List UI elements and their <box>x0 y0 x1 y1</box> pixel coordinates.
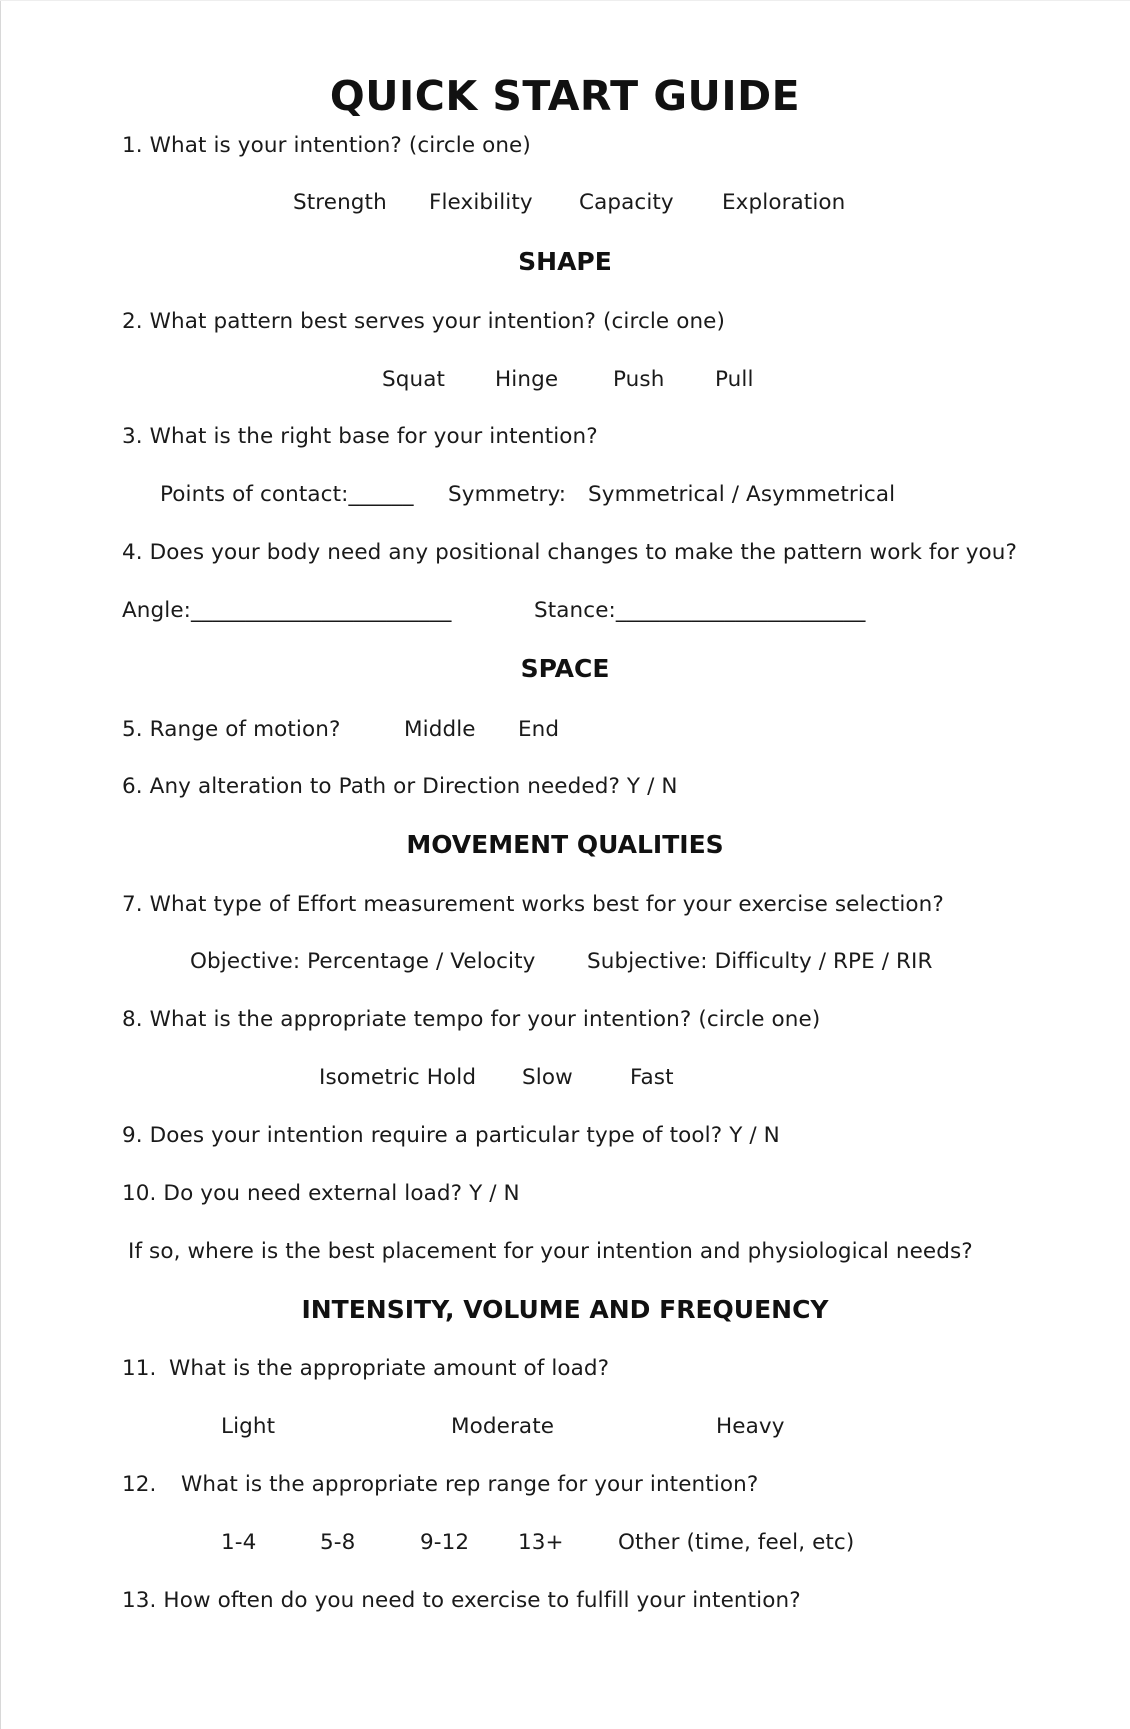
symmetry-options[interactable]: Symmetrical / Asymmetrical <box>588 482 896 507</box>
option-middle[interactable]: Middle <box>404 717 476 742</box>
question-10-followup: If so, where is the best placement for your intention and physiological needs? <box>128 1239 973 1264</box>
page-title: QUICK START GUIDE <box>329 72 801 120</box>
question-2: 2. What pattern best serves your intention? (circle one) <box>122 309 725 334</box>
option-slow[interactable]: Slow <box>522 1065 573 1090</box>
objective-options[interactable]: Objective: Percentage / Velocity <box>190 949 536 974</box>
option-pull[interactable]: Pull <box>715 367 754 392</box>
question-9[interactable]: 9. Does your intention require a particular type of tool? Y / N <box>122 1123 780 1148</box>
question-12-number: 12. <box>122 1472 157 1497</box>
option-reps-5-8[interactable]: 5-8 <box>320 1530 356 1555</box>
option-push[interactable]: Push <box>613 367 665 392</box>
question-11: What is the appropriate amount of load? <box>169 1356 610 1381</box>
question-11-number: 11. <box>122 1356 157 1381</box>
subjective-options[interactable]: Subjective: Difficulty / RPE / RIR <box>587 949 933 974</box>
option-flexibility[interactable]: Flexibility <box>429 190 533 215</box>
option-hinge[interactable]: Hinge <box>495 367 559 392</box>
question-4: 4. Does your body need any positional changes to make the pattern work for you? <box>122 540 1018 565</box>
section-heading-shape: SHAPE <box>518 247 612 276</box>
option-reps-1-4[interactable]: 1-4 <box>221 1530 257 1555</box>
section-heading-movement-qualities: MOVEMENT QUALITIES <box>406 830 724 859</box>
angle-field[interactable]: Angle:________________________ <box>122 598 452 623</box>
option-fast[interactable]: Fast <box>630 1065 674 1090</box>
question-12: What is the appropriate rep range for your intention? <box>181 1472 759 1497</box>
option-end[interactable]: End <box>518 717 560 742</box>
question-10[interactable]: 10. Do you need external load? Y / N <box>122 1181 520 1206</box>
option-moderate[interactable]: Moderate <box>451 1414 555 1439</box>
points-of-contact-field[interactable]: Points of contact:______ <box>160 482 414 507</box>
question-1: 1. What is your intention? (circle one) <box>122 133 531 158</box>
option-strength[interactable]: Strength <box>293 190 387 215</box>
option-light[interactable]: Light <box>221 1414 276 1439</box>
option-reps-13-plus[interactable]: 13+ <box>518 1530 564 1555</box>
option-reps-other[interactable]: Other (time, feel, etc) <box>618 1530 855 1555</box>
option-isometric-hold[interactable]: Isometric Hold <box>319 1065 477 1090</box>
option-heavy[interactable]: Heavy <box>716 1414 785 1439</box>
section-heading-space: SPACE <box>520 654 610 683</box>
option-exploration[interactable]: Exploration <box>722 190 846 215</box>
question-6[interactable]: 6. Any alteration to Path or Direction needed? Y / N <box>122 774 678 799</box>
question-3: 3. What is the right base for your intention? <box>122 424 598 449</box>
section-heading-intensity: INTENSITY, VOLUME AND FREQUENCY <box>301 1295 829 1324</box>
option-capacity[interactable]: Capacity <box>579 190 674 215</box>
question-5: 5. Range of motion? <box>122 717 341 742</box>
option-squat[interactable]: Squat <box>382 367 446 392</box>
stance-field[interactable]: Stance:_______________________ <box>534 598 866 623</box>
option-reps-9-12[interactable]: 9-12 <box>420 1530 470 1555</box>
question-8: 8. What is the appropriate tempo for your intention? (circle one) <box>122 1007 821 1032</box>
question-7: 7. What type of Effort measurement works best for your exercise selection? <box>122 892 944 917</box>
page-edge-top <box>0 0 1130 1</box>
question-13: 13. How often do you need to exercise to fulfill your intention? <box>122 1588 801 1613</box>
symmetry-label: Symmetry: <box>448 482 567 507</box>
